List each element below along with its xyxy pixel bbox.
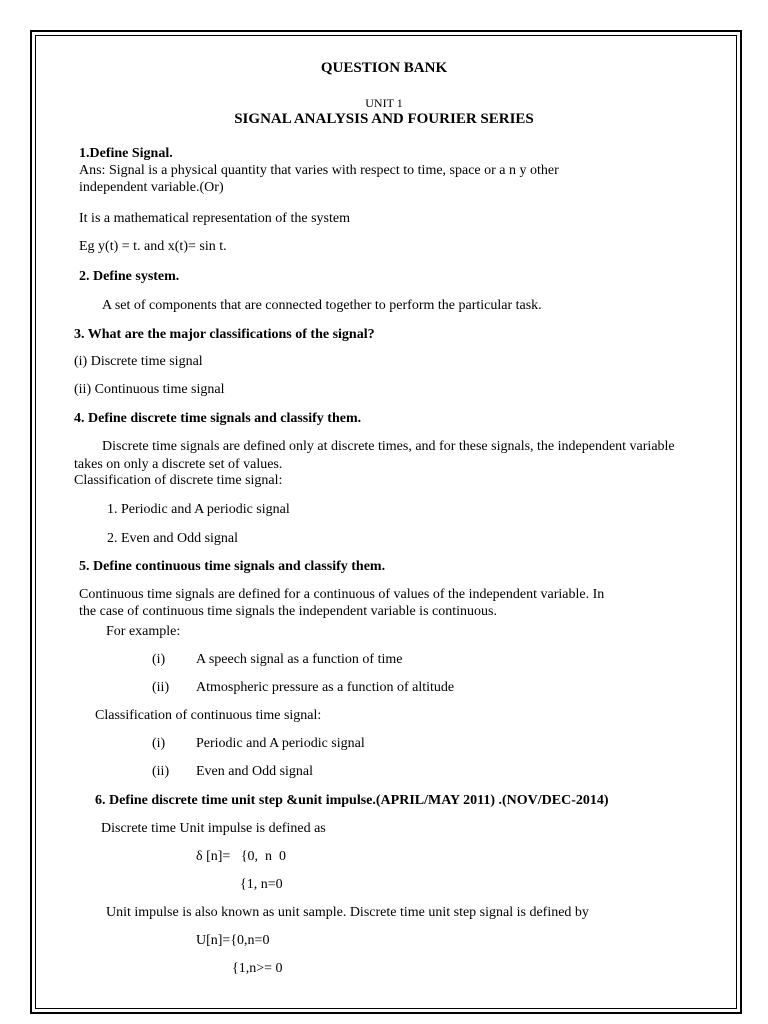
- q5-example-text: A speech signal as a function of time: [196, 652, 403, 667]
- q5-example-label: For example:: [106, 624, 181, 639]
- q5-class-num: (ii): [152, 764, 170, 779]
- unit-label: UNIT 1: [365, 96, 403, 110]
- q6-step-line1: U[n]={0,n=0: [196, 933, 270, 948]
- q6-impulse-line2: {1, n=0: [240, 877, 283, 892]
- page-title: QUESTION BANK: [320, 60, 448, 76]
- q5-class-num: (i): [152, 736, 166, 751]
- q5-line1: Continuous time signals are defined for a continuous of values of the independent variable. In: [79, 587, 605, 602]
- q4-item: 1. Periodic and A periodic signal: [107, 502, 290, 517]
- subject-title: SIGNAL ANALYSIS AND FOURIER SERIES: [234, 111, 534, 127]
- q3-item: (i) Discrete time signal: [74, 354, 203, 369]
- q2-answer: A set of components that are connected together to perform the particular task.: [102, 298, 542, 313]
- q4-item: 2. Even and Odd signal: [107, 531, 239, 546]
- q4-heading: 4. Define discrete time signals and classify them.: [74, 411, 362, 426]
- q6-step-line2: {1,n>= 0: [232, 961, 283, 976]
- q3-heading: 3. What are the major classifications of the signal?: [74, 327, 375, 342]
- q2-heading: 2. Define system.: [79, 269, 180, 284]
- q5-line2: the case of continuous time signals the independent variable is continuous.: [79, 604, 497, 619]
- q1-answer-line3: It is a mathematical representation of the system: [79, 211, 350, 226]
- q5-example-num: (ii): [152, 680, 170, 695]
- q3-item: (ii) Continuous time signal: [74, 382, 225, 397]
- q5-class-text: Periodic and A periodic signal: [196, 736, 365, 751]
- q4-line1: Discrete time signals are defined only at discrete times, and for these signals, the independent variable: [102, 439, 675, 454]
- q5-class-label: Classification of continuous time signal:: [95, 708, 322, 723]
- q6-impulse-line1: δ [n]= {0, n 0: [196, 849, 287, 864]
- q5-example-num: (i): [152, 652, 166, 667]
- q5-heading: 5. Define continuous time signals and classify them.: [79, 559, 386, 574]
- q4-line3: Classification of discrete time signal:: [74, 473, 283, 488]
- q6-line2: Unit impulse is also known as unit sample. Discrete time unit step signal is defined by: [106, 905, 589, 920]
- q1-answer-line2: independent variable.(Or): [79, 180, 224, 195]
- q6-line1: Discrete time Unit impulse is defined as: [101, 821, 326, 836]
- q1-answer-line1: Ans: Signal is a physical quantity that varies with respect to time, space or a n y other: [79, 163, 559, 178]
- q5-class-text: Even and Odd signal: [196, 764, 314, 779]
- q6-heading: 6. Define discrete time unit step &unit impulse.(APRIL/MAY 2011) .(NOV/DEC-2014): [95, 793, 609, 808]
- q4-line2: takes on only a discrete set of values.: [74, 457, 283, 472]
- q5-example-text: Atmospheric pressure as a function of altitude: [196, 680, 455, 695]
- q1-heading: 1.Define Signal.: [79, 146, 173, 161]
- q1-example: Eg y(t) = t. and x(t)= sin t.: [79, 239, 227, 254]
